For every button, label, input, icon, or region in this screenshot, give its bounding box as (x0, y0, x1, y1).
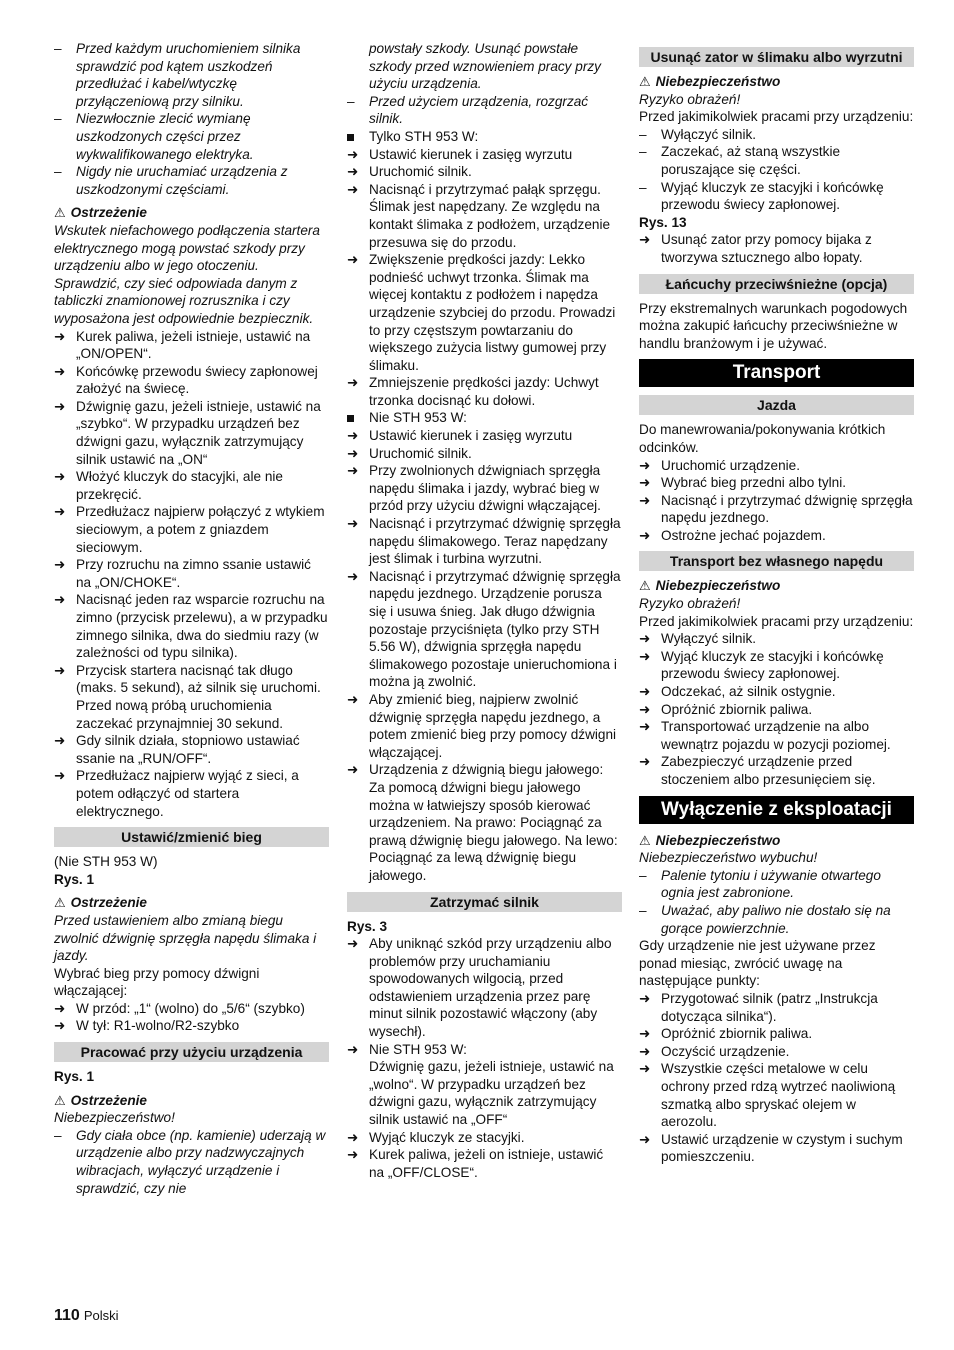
section-heading (639, 274, 914, 294)
warning-triangle-icon: ⚠ (54, 895, 66, 911)
list-item-text: Opróżnić zbiornik paliwa. (661, 701, 813, 717)
list-item-text: Nacisnąć i przytrzymać dźwignię sprzęgła napędu jezdnego. (661, 492, 913, 526)
list-item-text: Wszystkie części metalowe w celu ochrony przed rdzą wytrzeć naoliwioną szmatką albo spryskać olejem w aerozolu. (661, 1061, 896, 1130)
warning-text: Niebezpieczeństwo (655, 578, 781, 594)
arrow-icon: ➜ (639, 527, 651, 543)
section-heading (54, 827, 329, 847)
dash-marker: – (54, 111, 62, 127)
arrow-list-item (639, 1060, 914, 1130)
square-bullet-icon (347, 128, 367, 146)
arrow-list-item (347, 691, 622, 761)
list-item-text: Przygotować silnik (patrz „Instrukcja dotycząca silnika“). (661, 990, 878, 1024)
arrow-icon: ➜ (639, 684, 651, 700)
arrow-icon: ➜ (347, 762, 359, 778)
paragraph-text: Rys. 1 (54, 871, 95, 887)
arrow-icon: ➜ (347, 445, 359, 461)
list-item-text: Wyjąć kluczyk ze stacyjki. (369, 1129, 525, 1145)
paragraph (639, 849, 914, 867)
arrow-icon: ➜ (54, 1018, 66, 1034)
paragraph (54, 222, 329, 328)
arrow-list-item (639, 718, 914, 753)
list-item-text: Nacisnąć i przytrzymać pałąk sprzęgu. Ślimak jest napędzany. Ze względu na kontakt ślimaka z podłożem, urządzenie przesuwa się do przodu. (369, 181, 611, 250)
arrow-list-item (54, 1017, 329, 1035)
arrow-icon: ➜ (54, 469, 66, 485)
paragraph (639, 937, 914, 990)
list-item-text: W przód: „1“ (wolno) do „5/6“ (szybko) (76, 1000, 305, 1016)
arrow-list-item (639, 683, 914, 701)
warning-label (54, 1092, 329, 1110)
paragraph (54, 1109, 329, 1127)
warning-triangle-icon: ⚠ (54, 205, 66, 221)
arrow-icon: ➜ (639, 1043, 651, 1059)
paragraph (639, 300, 914, 353)
arrow-icon: ➜ (639, 475, 651, 491)
paragraph-text: Rys. 3 (347, 918, 388, 934)
list-item-text: Uruchomić silnik. (369, 445, 472, 461)
list-item-text: Przy rozruchu na zimno ssanie ustawić na „ON/CHOKE“. (76, 557, 311, 590)
arrow-icon: ➜ (54, 592, 66, 608)
arrow-list-item (347, 427, 622, 445)
arrow-icon: ➜ (54, 1000, 66, 1016)
arrow-icon: ➜ (347, 146, 359, 162)
paragraph-text: Do manewrowania/pokonywania krótkich odcinków. (639, 422, 886, 455)
arrow-list-item (54, 1000, 329, 1018)
list-item-text: Ostrożne jechać pojazdem. (661, 527, 826, 543)
arrow-icon: ➜ (639, 990, 651, 1006)
paragraph (54, 853, 329, 871)
section-heading (54, 1042, 329, 1062)
paragraph (54, 965, 329, 1000)
dash-marker: – (639, 179, 647, 195)
dash-marker: – (347, 93, 355, 109)
arrow-list-item (639, 630, 914, 648)
paragraph-text: Rys. 13 (639, 214, 687, 230)
list-item-text: Wyłączyć silnik. (661, 126, 757, 142)
paragraph (639, 108, 914, 126)
arrow-list-item (54, 662, 329, 732)
arrow-list-item (639, 648, 914, 683)
arrow-icon: ➜ (347, 1147, 359, 1163)
dash-list-item (639, 143, 914, 178)
arrow-icon: ➜ (347, 463, 359, 479)
section-heading-text: Zatrzymać silnik (430, 893, 539, 910)
dash-marker: – (54, 1127, 62, 1143)
section-heading-text: Jazda (757, 397, 796, 414)
arrow-list-item (347, 374, 622, 409)
paragraph (639, 214, 914, 232)
list-item-text: Wyjąć kluczyk ze stacyjki i końcówkę przewodu świecy zapłonowej. (661, 648, 884, 682)
list-item-text: W tył: R1-wolno/R2-szybko (76, 1018, 240, 1034)
arrow-icon: ➜ (347, 181, 359, 197)
column-middle (347, 40, 622, 1181)
list-item-text: Wybrać bieg przedni albo tylni. (661, 475, 846, 491)
paragraph (54, 912, 329, 965)
paragraph-text: Gdy urządzenie nie jest używane przez ponad miesiąc, zwrócić uwagę na następujące punkty: (639, 938, 876, 989)
paragraph (639, 421, 914, 456)
arrow-icon: ➜ (54, 504, 66, 520)
dash-marker: – (639, 867, 647, 883)
footer-language: Polski (83, 1308, 119, 1323)
list-item-text: Nigdy nie uruchamiać urządzenia z uszkodzonymi częściami. (76, 164, 288, 197)
arrow-icon: ➜ (347, 936, 359, 952)
dash-list-item (54, 110, 329, 163)
warning-text: Ostrzeżenie (70, 1092, 147, 1108)
chapter-heading (639, 796, 914, 824)
section-heading (639, 551, 914, 571)
list-item-text: Nacisnąć i przytrzymać dźwignię sprzęgła napędu ślimakowego. Teraz napędzany jest ślimak i turbina wyrzutni. (369, 516, 621, 567)
list-item-text: Końcówkę przewodu świecy zapłonowej założyć na świecę. (76, 363, 318, 397)
list-continuation (347, 1058, 622, 1128)
arrow-list-item (54, 468, 329, 503)
arrow-list-item (347, 515, 622, 568)
arrow-icon: ➜ (54, 662, 66, 678)
arrow-icon: ➜ (347, 252, 359, 268)
section-heading (639, 395, 914, 415)
dash-marker: – (639, 126, 647, 142)
arrow-icon: ➜ (639, 492, 651, 508)
list-item-text: Gdy silnik działa, stopniowo ustawiać ssanie na „RUN/OFF“. (76, 733, 300, 766)
arrow-icon: ➜ (639, 1026, 651, 1042)
list-item-text: Zmniejszenie prędkości jazdy: Uchwyt trzonka docisnąć ku dołowi. (369, 375, 599, 408)
column-right (639, 40, 914, 1166)
paragraph-text: Przy ekstremalnych warunkach pogodowych można zakupić łańcuchy przeciwśnieżne w handlu branżowym i je używać. (639, 300, 908, 351)
paragraph (639, 91, 914, 109)
arrow-list-item (639, 1131, 914, 1166)
paragraph-text: Przed jakimikolwiek pracami przy urządzeniu: (639, 613, 914, 629)
arrow-icon: ➜ (54, 733, 66, 749)
arrow-icon: ➜ (639, 232, 651, 248)
list-item-text: Ustawić kierunek i zasięg wyrzutu (369, 428, 573, 444)
list-item-text: Usunąć zator przy pomocy bijaka z tworzywa sztucznego albo łopaty. (661, 232, 872, 265)
arrow-icon: ➜ (54, 768, 66, 784)
arrow-list-item (54, 556, 329, 591)
dash-marker: – (54, 41, 62, 56)
dash-marker: – (639, 902, 647, 918)
list-item-text: Oczyścić urządzenie. (661, 1043, 790, 1059)
list-item-text: Przed użyciem urządzenia, rozgrzać silnik. (369, 93, 589, 127)
arrow-icon: ➜ (54, 328, 66, 344)
section-heading-text: Transport bez własnego napędu (669, 553, 884, 570)
dash-marker: – (639, 144, 647, 160)
dash-list-item (54, 163, 329, 198)
list-item-text: powstały szkody. Usunąć powstałe szkody przed wznowieniem pracy przy użyciu urządzenia. (369, 41, 601, 92)
arrow-list-item (347, 251, 622, 374)
arrow-icon: ➜ (639, 631, 651, 647)
list-item-text: Dźwignię gazu, jeżeli istnieje, ustawić na „szybko“. W przypadku urządzeń bez dźwigni gazu, wyłącznik zatrzymujący silnik ustawić na „ON“ (76, 398, 321, 467)
list-item-text: Przy zwolnionych dźwigniach sprzęgła napędu ślimaka i jazdy, wybrać bieg w przód przy użyciu dźwigni włączającej. (369, 463, 601, 514)
arrow-list-item (54, 503, 329, 556)
paragraph-text: Ryzyko obrażeń! (639, 91, 741, 107)
column-left (54, 40, 329, 1197)
arrow-icon: ➜ (639, 701, 651, 717)
list-item-text: Ustawić kierunek i zasięg wyrzutu (369, 146, 573, 162)
dash-list-item (639, 902, 914, 937)
dash-marker: – (54, 164, 62, 180)
paragraph-text: Wskutek niefachowego podłączenia startera elektrycznego mogą powstać szkody przy urządzeniu albo w jego otoczeniu. Sprawdzić, czy sieć odpowiada danym z tabliczki znamionowej rozrusznika i czy wyposażona jest odpowiednie bezpiecznik. (54, 222, 320, 326)
section-heading (347, 892, 622, 912)
list-item-text: Nie STH 953 W: (369, 1041, 467, 1057)
list-item-text: Dźwignię gazu, jeżeli istnieje, ustawić na „wolno“. W przypadku urządzeń bez dźwigni gazu, wyłącznik zatrzymujący silnik ustawić na „OFF“ (369, 1059, 614, 1128)
arrow-icon: ➜ (347, 164, 359, 180)
list-item-text: Opróżnić zbiornik paliwa. (661, 1026, 813, 1042)
arrow-icon: ➜ (54, 398, 66, 414)
arrow-icon: ➜ (347, 428, 359, 444)
list-item-text: Transportować urządzenie na albo wewnątrz pojazdu w pozycji poziomej. (661, 719, 891, 752)
list-item-text: Ustawić urządzenie w czystym i suchym pomieszczeniu. (661, 1131, 903, 1165)
warning-triangle-icon: ⚠ (639, 74, 651, 89)
arrow-icon: ➜ (639, 1061, 651, 1077)
section-heading-text: Łańcuchy przeciwśnieżne (opcja) (665, 275, 888, 292)
paragraph (347, 918, 622, 936)
list-item-text: Przed każdym uruchomieniem silnika sprawdzić pod kątem uszkodzeń przedłużać i kabel/wtyczkę przyłączeniową przy silniku. (76, 41, 301, 109)
paragraph (639, 613, 914, 631)
section-heading-text: Ustawić/zmienić bieg (121, 829, 262, 846)
dash-list-item (347, 93, 622, 128)
list-item-text: Nacisnąć jeden raz wsparcie rozruchu na zimno (przycisk przelewu), a w przypadku zimnego silnika, dwa do siedmiu razy (w zależności od typu silnika). (76, 592, 328, 661)
dash-list-item (54, 1127, 329, 1197)
arrow-list-item (347, 935, 622, 1041)
arrow-list-item (347, 761, 622, 884)
dash-list-item (54, 40, 329, 110)
arrow-list-item (347, 181, 622, 251)
list-item-text: Zwiększenie prędkości jazdy: Lekko podnieść uchwyt trzonka. Ślimak ma więcej kontaktu z podłożem i napędza urządzenie szybciej do przodu. Prowadzi to przy częstszym powtarzaniu do większego zużycia listwy gumowej przy ślimaku. (369, 252, 616, 373)
warning-text: Ostrzeżenie (70, 205, 147, 221)
arrow-icon: ➜ (639, 1131, 651, 1147)
arrow-list-item (639, 492, 914, 527)
arrow-list-item (54, 363, 329, 398)
dash-list-item (639, 867, 914, 902)
list-item-text: Uruchomić silnik. (369, 164, 472, 180)
list-item-text: Uruchomić urządzenie. (661, 457, 801, 473)
chapter-heading (639, 359, 914, 387)
arrow-list-item (54, 767, 329, 820)
warning-triangle-icon: ⚠ (639, 832, 651, 848)
list-item-text: Kurek paliwa, jeżeli istnieje, ustawić na „ON/OPEN“. (76, 328, 311, 362)
list-item-text: Tylko STH 953 W: (369, 128, 479, 144)
arrow-icon: ➜ (347, 568, 359, 584)
arrow-list-item (639, 527, 914, 545)
list-continuation (347, 40, 622, 93)
arrow-icon: ➜ (347, 375, 359, 391)
arrow-list-item (639, 231, 914, 266)
warning-label (639, 73, 914, 91)
arrow-list-item (347, 462, 622, 515)
list-item-text: Nie STH 953 W: (369, 410, 467, 426)
warning-label (54, 204, 329, 222)
arrow-list-item (54, 591, 329, 661)
list-item-text: Gdy ciała obce (np. kamienie) uderzają w urządzenie albo przy nadzwyczajnych wibracjach, wyłączyć urządzenie i sprawdzić, czy nie (76, 1127, 326, 1196)
warning-label (639, 577, 914, 595)
paragraph-text: Wybrać bieg przy pomocy dźwigni włączającej: (54, 965, 260, 999)
list-item-text: Odczekać, aż silnik ostygnie. (661, 684, 836, 700)
list-item-text: Uważać, aby paliwo nie dostało się na gorące powierzchnie. (661, 902, 891, 936)
arrow-list-item (54, 732, 329, 767)
arrow-icon: ➜ (639, 754, 651, 770)
list-item-text: Wyjąć kluczyk ze stacyjki i końcówkę przewodu świecy zapłonowej. (661, 179, 884, 213)
dash-list-item (639, 126, 914, 144)
arrow-list-item (639, 1043, 914, 1061)
square-list-item (347, 409, 622, 427)
list-item-text: Zaczekać, aż staną wszystkie poruszające się części. (661, 144, 841, 177)
list-item-text: Kurek paliwa, jeżeli on istnieje, ustawić na „OFF/CLOSE“. (369, 1147, 604, 1180)
paragraph-text: Przed jakimikolwiek pracami przy urządzeniu: (639, 109, 914, 125)
arrow-list-item (347, 163, 622, 181)
arrow-list-item (639, 474, 914, 492)
list-item-text: Zabezpieczyć urządzenie przed stoczeniem albo przesunięciem się. (661, 754, 876, 787)
arrow-icon: ➜ (54, 363, 66, 379)
paragraph-text: Rys. 1 (54, 1069, 95, 1085)
list-item-text: Nacisnąć i przytrzymać dźwignię sprzęgła napędu jezdnego. Urządzenie porusza się i usuwa śnieg. Jak długo dźwignia pozostaje przyciśnięta (tylko przy STH 5.56 W), dźwignia sprzęgła napędu ślimakowego pozostaje unieruchomiona i można ją zwolnić. (369, 568, 621, 690)
paragraph (639, 595, 914, 613)
warning-text: Niebezpieczeństwo (655, 74, 781, 89)
arrow-icon: ➜ (347, 1041, 359, 1057)
arrow-list-item (347, 1146, 622, 1181)
arrow-list-item (347, 1041, 622, 1059)
section-heading-text: Usunąć zator w ślimaku albo wyrzutni (650, 49, 903, 65)
warning-text: Niebezpieczeństwo (655, 832, 781, 848)
list-item-text: Aby zmienić bieg, najpierw zwolnić dźwignię sprzęgła napędu jezdnego, a potem zmienić bieg przy pomocy dźwigni włączającej. (369, 691, 617, 760)
arrow-list-item (639, 1025, 914, 1043)
arrow-icon: ➜ (347, 691, 359, 707)
section-heading-text: Pracować przy użyciu urządzenia (80, 1044, 303, 1061)
page-number: 110 (54, 1307, 80, 1324)
warning-triangle-icon: ⚠ (54, 1092, 66, 1108)
warning-label (54, 894, 329, 912)
dash-list-item (639, 179, 914, 214)
square-bullet-icon (347, 409, 367, 427)
warning-text: Ostrzeżenie (70, 895, 147, 911)
arrow-list-item (54, 328, 329, 363)
chapter-heading-text: Wyłączenie z eksploatacji (661, 798, 892, 820)
page-footer (54, 1307, 119, 1325)
list-item-text: Wyłączyć silnik. (661, 631, 757, 647)
list-item-text: Przycisk startera nacisnąć tak długo (maks. 5 sekund), aż silnik się uruchomi. Przed nową próbą uruchomienia zaczekać przynajmniej 30 sekund. (76, 662, 321, 731)
warning-label (639, 832, 914, 850)
arrow-icon: ➜ (639, 457, 651, 473)
paragraph (54, 1068, 329, 1086)
arrow-list-item (639, 990, 914, 1025)
arrow-list-item (347, 146, 622, 164)
arrow-icon: ➜ (639, 719, 651, 735)
arrow-icon: ➜ (639, 648, 651, 664)
list-item-text: Urządzenia z dźwignią biegu jałowego: Za pomocą dźwigni biegu jałowego można w łatwiejszy sposób kierować urządzeniem. Na prawo: Pociągnąć za prawą dźwignię biegu jałowego. Na lewo: Pociągnąć za lewą dźwignię biegu jałowego. (369, 762, 618, 883)
arrow-list-item (347, 568, 622, 691)
paragraph-text: Przed ustawieniem albo zmianą biegu zwolnić dźwignię sprzęgła napędu ślimaka i jazdy. (54, 912, 317, 964)
arrow-icon: ➜ (347, 516, 359, 532)
paragraph-text: Ryzyko obrażeń! (639, 596, 741, 612)
list-item-text: Przedłużacz najpierw wyjąć z sieci, a potem odłączyć od startera elektrycznego. (76, 768, 299, 819)
list-item-text: Aby uniknąć szkód przy urządzeniu albo problemów przy uruchamianiu spowodowanych wilgocią, przed odstawieniem urządzenia przez parę minut silnik pozostawić włączony (aby wysechł). (369, 936, 612, 1040)
warning-triangle-icon: ⚠ (639, 578, 651, 594)
chapter-heading-text: Transport (732, 362, 821, 384)
arrow-list-item (54, 398, 329, 468)
section-heading (639, 47, 914, 67)
arrow-list-item (639, 457, 914, 475)
paragraph-text: Niebezpieczeństwo! (54, 1110, 175, 1126)
arrow-icon: ➜ (347, 1129, 359, 1145)
arrow-list-item (347, 445, 622, 463)
paragraph-text: (Nie STH 953 W) (54, 854, 158, 870)
arrow-list-item (639, 753, 914, 788)
list-item-text: Włożyć kluczyk do stacyjki, ale nie przekręcić. (76, 469, 283, 502)
list-item-text: Niezwłocznie zlecić wymianę uszkodzonych części przez wykwalifikowanego elektryka. (76, 111, 254, 162)
arrow-list-item (347, 1129, 622, 1147)
square-list-item (347, 128, 622, 146)
arrow-list-item (639, 701, 914, 719)
arrow-icon: ➜ (54, 557, 66, 573)
list-item-text: Palenie tytoniu i używanie otwartego ognia jest zabronione. (661, 867, 881, 901)
paragraph (54, 871, 329, 889)
paragraph-text: Niebezpieczeństwo wybuchu! (639, 850, 818, 866)
list-item-text: Przedłużacz najpierw połączyć z wtykiem sieciowym, a potem z gniazdem sieciowym. (76, 504, 325, 555)
